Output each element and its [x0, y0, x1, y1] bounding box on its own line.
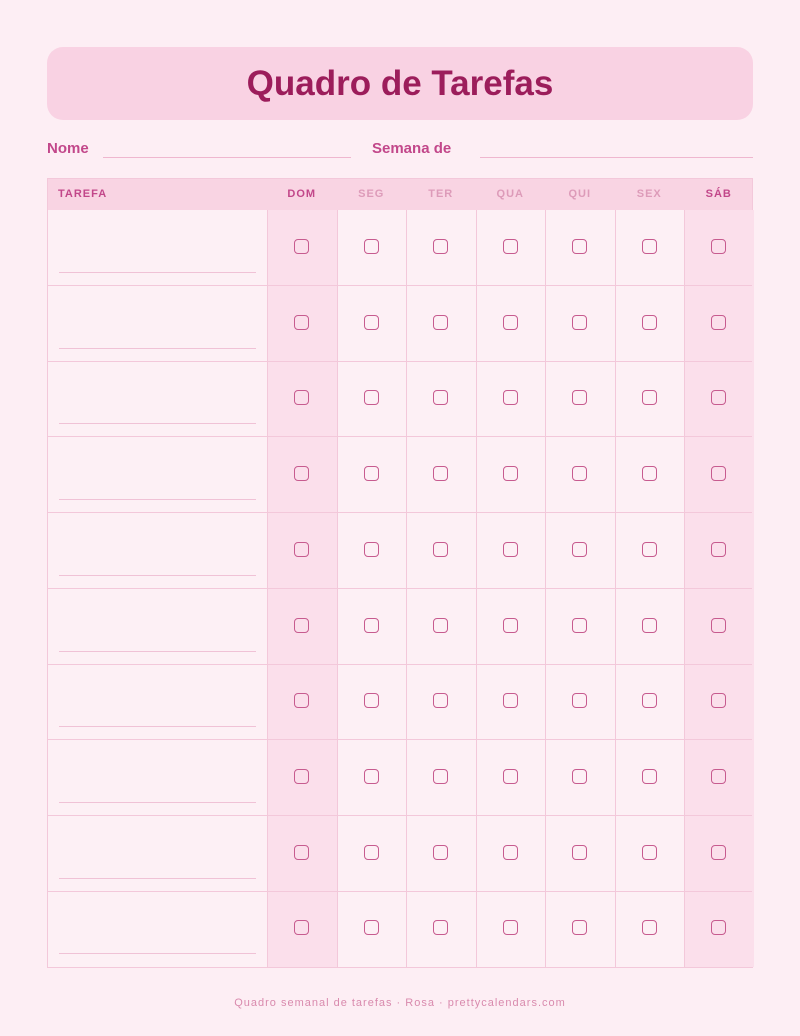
empty-checkbox-icon[interactable]	[711, 239, 726, 254]
empty-checkbox-icon[interactable]	[572, 693, 587, 708]
table-row	[48, 210, 752, 286]
table-row	[48, 664, 752, 740]
table-row	[48, 740, 752, 816]
table-row	[48, 513, 752, 589]
empty-checkbox-icon[interactable]	[642, 315, 657, 330]
empty-checkbox-icon[interactable]	[642, 466, 657, 481]
empty-checkbox-icon[interactable]	[294, 618, 309, 633]
empty-checkbox-icon[interactable]	[364, 239, 379, 254]
empty-checkbox-icon[interactable]	[572, 920, 587, 935]
empty-checkbox-icon[interactable]	[572, 542, 587, 557]
task-write-line[interactable]	[59, 272, 256, 273]
empty-checkbox-icon[interactable]	[642, 920, 657, 935]
table-header-row	[48, 179, 752, 210]
table-row	[48, 437, 752, 513]
empty-checkbox-icon[interactable]	[503, 315, 518, 330]
task-column-header: TAREFA	[58, 188, 108, 200]
empty-checkbox-icon[interactable]	[642, 239, 657, 254]
empty-checkbox-icon[interactable]	[294, 315, 309, 330]
task-write-line[interactable]	[59, 499, 256, 500]
empty-checkbox-icon[interactable]	[294, 920, 309, 935]
empty-checkbox-icon[interactable]	[433, 239, 448, 254]
empty-checkbox-icon[interactable]	[503, 390, 518, 405]
empty-checkbox-icon[interactable]	[433, 769, 448, 784]
empty-checkbox-icon[interactable]	[711, 769, 726, 784]
empty-checkbox-icon[interactable]	[503, 239, 518, 254]
name-field[interactable]	[103, 157, 351, 158]
empty-checkbox-icon[interactable]	[642, 845, 657, 860]
table-row	[48, 361, 752, 437]
day-header: SEG	[358, 188, 385, 200]
field-row	[47, 136, 753, 162]
empty-checkbox-icon[interactable]	[433, 390, 448, 405]
empty-checkbox-icon[interactable]	[294, 769, 309, 784]
empty-checkbox-icon[interactable]	[294, 390, 309, 405]
day-header: SEX	[636, 188, 662, 200]
empty-checkbox-icon[interactable]	[711, 920, 726, 935]
empty-checkbox-icon[interactable]	[503, 920, 518, 935]
empty-checkbox-icon[interactable]	[711, 845, 726, 860]
table-row	[48, 891, 752, 967]
day-header: DOM	[287, 188, 317, 200]
empty-checkbox-icon[interactable]	[364, 466, 379, 481]
task-write-line[interactable]	[59, 423, 256, 424]
empty-checkbox-icon[interactable]	[711, 390, 726, 405]
empty-checkbox-icon[interactable]	[642, 618, 657, 633]
empty-checkbox-icon[interactable]	[433, 618, 448, 633]
empty-checkbox-icon[interactable]	[572, 239, 587, 254]
empty-checkbox-icon[interactable]	[503, 769, 518, 784]
empty-checkbox-icon[interactable]	[364, 769, 379, 784]
empty-checkbox-icon[interactable]	[364, 693, 379, 708]
day-header: QUI	[568, 188, 592, 200]
empty-checkbox-icon[interactable]	[642, 390, 657, 405]
task-write-line[interactable]	[59, 726, 256, 727]
empty-checkbox-icon[interactable]	[711, 542, 726, 557]
empty-checkbox-icon[interactable]	[503, 542, 518, 557]
footer-text: Quadro semanal de tarefas · Rosa · prettycalendars.com	[234, 997, 566, 1009]
empty-checkbox-icon[interactable]	[364, 845, 379, 860]
name-label: Nome	[47, 140, 89, 157]
day-header: QUA	[496, 188, 524, 200]
empty-checkbox-icon[interactable]	[294, 239, 309, 254]
table-row	[48, 286, 752, 362]
empty-checkbox-icon[interactable]	[433, 920, 448, 935]
empty-checkbox-icon[interactable]	[433, 315, 448, 330]
empty-checkbox-icon[interactable]	[433, 542, 448, 557]
empty-checkbox-icon[interactable]	[364, 920, 379, 935]
empty-checkbox-icon[interactable]	[433, 845, 448, 860]
empty-checkbox-icon[interactable]	[711, 693, 726, 708]
empty-checkbox-icon[interactable]	[572, 845, 587, 860]
empty-checkbox-icon[interactable]	[642, 693, 657, 708]
title-banner	[47, 47, 753, 120]
task-write-line[interactable]	[59, 802, 256, 803]
empty-checkbox-icon[interactable]	[503, 618, 518, 633]
task-write-line[interactable]	[59, 651, 256, 652]
empty-checkbox-icon[interactable]	[294, 693, 309, 708]
table-row	[48, 816, 752, 892]
empty-checkbox-icon[interactable]	[572, 618, 587, 633]
empty-checkbox-icon[interactable]	[364, 618, 379, 633]
empty-checkbox-icon[interactable]	[572, 315, 587, 330]
page-title: Quadro de Tarefas	[246, 63, 554, 103]
empty-checkbox-icon[interactable]	[294, 845, 309, 860]
empty-checkbox-icon[interactable]	[711, 618, 726, 633]
empty-checkbox-icon[interactable]	[711, 466, 726, 481]
task-write-line[interactable]	[59, 953, 256, 954]
week-label: Semana de	[372, 140, 452, 157]
empty-checkbox-icon[interactable]	[294, 542, 309, 557]
day-header: SÁB	[705, 188, 732, 200]
day-header: TER	[428, 188, 454, 200]
empty-checkbox-icon[interactable]	[711, 315, 726, 330]
empty-checkbox-icon[interactable]	[364, 390, 379, 405]
empty-checkbox-icon[interactable]	[503, 845, 518, 860]
chore-table	[47, 178, 753, 968]
empty-checkbox-icon[interactable]	[642, 542, 657, 557]
table-row	[48, 589, 752, 665]
empty-checkbox-icon[interactable]	[572, 466, 587, 481]
empty-checkbox-icon[interactable]	[433, 466, 448, 481]
task-write-line[interactable]	[59, 878, 256, 879]
empty-checkbox-icon[interactable]	[364, 542, 379, 557]
task-write-line[interactable]	[59, 348, 256, 349]
empty-checkbox-icon[interactable]	[572, 769, 587, 784]
empty-checkbox-icon[interactable]	[503, 693, 518, 708]
empty-checkbox-icon[interactable]	[572, 390, 587, 405]
empty-checkbox-icon[interactable]	[294, 466, 309, 481]
task-write-line[interactable]	[59, 575, 256, 576]
empty-checkbox-icon[interactable]	[503, 466, 518, 481]
week-field[interactable]	[480, 157, 753, 158]
empty-checkbox-icon[interactable]	[433, 693, 448, 708]
empty-checkbox-icon[interactable]	[364, 315, 379, 330]
empty-checkbox-icon[interactable]	[642, 769, 657, 784]
